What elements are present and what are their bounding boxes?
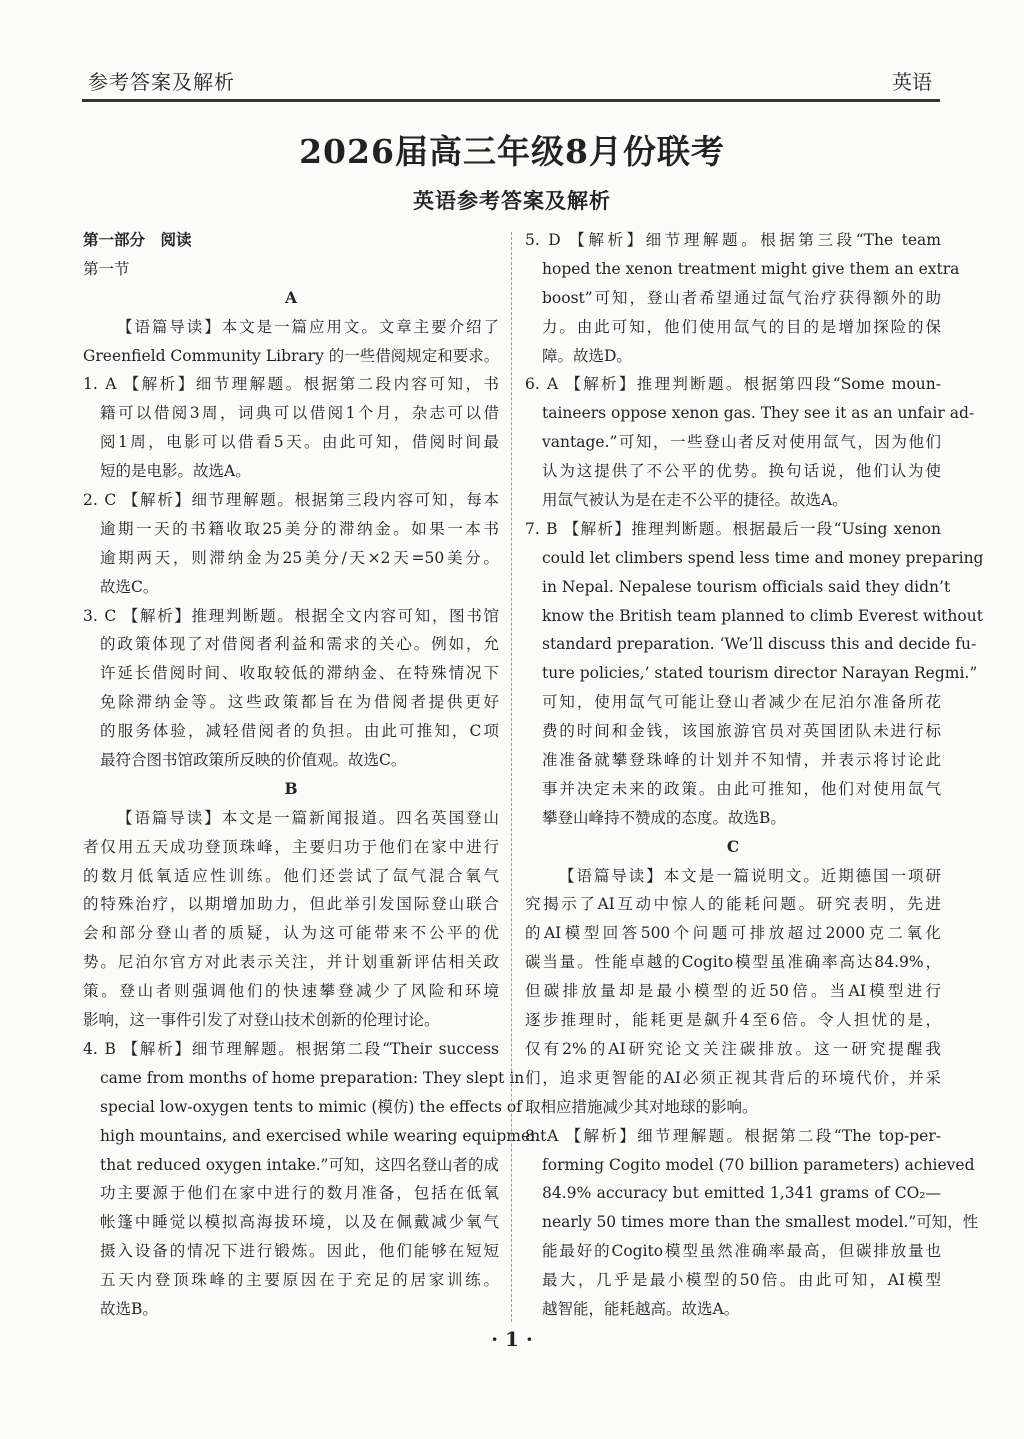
- text-line: 阅1周，电影可以借看5天。由此可知，借阅时间最: [100, 433, 499, 452]
- right-column: [525, 226, 984, 1324]
- section-letter: [83, 284, 499, 313]
- text-line: nearly 50 times more than the smallest model.”可知，性: [542, 1213, 979, 1232]
- text-line: 准准备就攀登珠峰的计划并不知情，并表示将讨论此: [542, 751, 941, 770]
- text-line: came from months of home preparation: They slept in: [100, 1068, 525, 1087]
- column-divider: [511, 232, 512, 1322]
- text-line: 4. B 【解析】细节理解题。根据第二段“Their success: [83, 1039, 499, 1058]
- text-line: 故选C。: [100, 577, 159, 596]
- text-line: 能最好的Cogito模型虽然准确率最高，但碳排放量也: [542, 1242, 941, 1261]
- text-line: 的服务体验，减轻借阅者的负担。由此可推知，C项: [100, 722, 499, 741]
- text-line: 们，追求更智能的AI必须正视其背后的环境代价，并采: [525, 1068, 941, 1087]
- text-line: forming Cogito model (70 billion parameters) achieved: [542, 1155, 975, 1174]
- text-line: 者仅用五天成功登顶珠峰，主要归功于他们在家中进行: [83, 837, 499, 856]
- text-line: that reduced oxygen intake.”可知，这四名登山者的成: [100, 1155, 499, 1174]
- header-section-title: 参考答案及解析: [88, 70, 235, 94]
- text-line: 许延长借阅时间、收取较低的滞纳金、在特殊情况下: [100, 664, 499, 683]
- text-line: 【语篇导读】本文是一篇说明文。近期德国一项研: [559, 866, 941, 885]
- text-line: 【语篇导读】本文是一篇应用文。文章主要介绍了: [117, 317, 499, 336]
- answer-item: [83, 486, 499, 602]
- text-line: 五天内登顶珠峰的主要原因在于充足的居家训练。: [100, 1271, 499, 1290]
- text-line: 免除滞纳金等。这些政策都旨在为借阅者提供更好: [100, 693, 499, 712]
- left-column: [83, 226, 547, 1324]
- text-line: 的AI模型回答500个问题可排放超过2000克二氧化: [525, 924, 941, 943]
- text-line: vantage.”可知，一些登山者反对使用氙气，因为他们: [542, 433, 941, 452]
- text-line: 3. C 【解析】推理判断题。根据全文内容可知，图书馆: [83, 606, 499, 625]
- text-line: 影响，这一事件引发了对登山技术创新的伦理讨论。: [83, 1011, 440, 1030]
- text-line: 势。尼泊尔官方对此表示关注，并计划重新评估相关政: [83, 953, 499, 972]
- text-line: 第一部分 阅读: [83, 230, 192, 249]
- text-line: 逾期一天的书籍收取25美分的滞纳金。如果一本书: [100, 519, 499, 538]
- text-line: 2. C 【解析】细节理解题。根据第三段内容可知，每本: [83, 491, 499, 510]
- text-line: 越智能，能耗越高。故选A。: [542, 1299, 740, 1318]
- answer-item: [83, 602, 499, 775]
- text-line: 的特殊治疗，以期增加助力，但此举引发国际登山联合: [83, 895, 499, 914]
- text-line: 最符合图书馆政策所反映的价值观。故选C。: [100, 751, 407, 770]
- text-line: high mountains, and exercised while wearing equipment: [100, 1126, 547, 1145]
- text-line: 碳当量。性能卓越的Cogito模型虽准确率高达84.9%，: [525, 953, 941, 972]
- section-heading: [83, 255, 499, 284]
- text-line: 逐步推理时，能耗更是飙升4至6倍。令人担忧的是，: [525, 1011, 941, 1030]
- text-line: could let climbers spend less time and money preparing: [542, 548, 984, 567]
- page-title: 2026届高三年级8月份联考: [299, 132, 725, 171]
- text-line: 费的时间和金钱，该国旅游官员对英国团队未进行标: [542, 722, 941, 741]
- text-line: 究揭示了AI互动中惊人的能耗问题。研究表明，先进: [525, 895, 941, 914]
- text-line: 的政策体现了对借阅者利益和需求的关心。例如，允: [100, 635, 499, 654]
- text-line: 障。故选D。: [542, 346, 632, 365]
- page-number: · 1 ·: [491, 1327, 533, 1351]
- text-line: boost”可知，登山者希望通过氙气治疗获得额外的助: [542, 288, 941, 307]
- text-line: 策。登山者则强调他们的快速攀登减少了风险和环境: [83, 982, 499, 1001]
- answer-item: [525, 515, 984, 833]
- text-line: 1. A 【解析】细节理解题。根据第二段内容可知，书: [83, 375, 499, 394]
- page-subtitle: 英语参考答案及解析: [413, 188, 611, 213]
- text-line: 【语篇导读】本文是一篇新闻报道。四名英国登山: [117, 808, 499, 827]
- text-line: 最大，几乎是最小模型的50倍。由此可知，AI模型: [542, 1271, 941, 1290]
- text-line: 事并决定未来的政策。由此可推知，他们对使用氙气: [542, 779, 941, 798]
- answer-item: [83, 370, 499, 486]
- section-heading: [83, 226, 499, 255]
- text-line: 可知，使用氙气可能让登山者减少在尼泊尔准备所花: [542, 693, 941, 712]
- text-line: 但碳排放量却是最小模型的近50倍。当AI模型进行: [525, 982, 941, 1001]
- text-line: 籍可以借阅3周，词典可以借阅1个月，杂志可以借: [100, 404, 499, 423]
- passage-intro: [525, 862, 941, 1122]
- text-line: in Nepal. Nepalese tourism officials said they didn’t: [542, 577, 951, 596]
- header-rule: [82, 99, 940, 102]
- text-line: 第一节: [83, 259, 130, 278]
- text-line: 的数月低氧适应性训练。他们还尝试了氙气混合氧气: [83, 866, 499, 885]
- text-line: 功主要源于他们在家中进行的数月准备，包括在低氧: [100, 1184, 499, 1203]
- text-line: special low-oxygen tents to mimic (模仿) the effects of: [100, 1097, 522, 1116]
- answer-item: [525, 370, 975, 514]
- text-line: ture policies,’ stated tourism director Narayan Regmi.”: [542, 664, 978, 683]
- text-line: 逾期两天，则滞纳金为25美分/天×2天=50美分。: [100, 548, 499, 567]
- text-line: know the British team planned to climb Everest without: [542, 606, 983, 625]
- answer-item: [83, 1035, 547, 1324]
- text-line: 用氙气被认为是在走不公平的捷径。故选A。: [542, 491, 848, 510]
- answer-item: [525, 226, 960, 370]
- text-line: Greenfield Community Library 的一些借阅规定和要求。: [83, 346, 500, 365]
- text-line: 短的是电影。故选A。: [100, 462, 251, 481]
- text-line: 84.9% accuracy but emitted 1,341 grams of CO₂—: [542, 1184, 941, 1203]
- text-line: 6. A 【解析】推理判断题。根据第四段“Some moun-: [525, 375, 941, 394]
- text-line: 仅有2%的AI研究论文关注碳排放。这一研究提醒我: [525, 1039, 941, 1058]
- text-line: A: [284, 287, 298, 307]
- text-line: 故选B。: [100, 1299, 158, 1318]
- section-letter: [83, 775, 499, 804]
- text-line: 5. D 【解析】细节理解题。根据第三段“The team: [525, 231, 941, 249]
- passage-intro: [83, 313, 499, 371]
- text-line: 8. A 【解析】细节理解题。根据第二段“The top-per-: [525, 1126, 941, 1145]
- passage-intro: [83, 804, 499, 1035]
- text-line: 帐篷中睡觉以模拟高海拔环境，以及在佩戴减少氧气: [100, 1213, 499, 1232]
- text-line: 取相应措施减少其对地球的影响。: [525, 1097, 758, 1116]
- text-line: C: [726, 836, 740, 856]
- text-line: hoped the xenon treatment might give them an extra: [542, 259, 960, 278]
- text-line: 攀登山峰持不赞成的态度。故选B。: [542, 808, 786, 827]
- text-line: 力。由此可知，他们使用氙气的目的是增加探险的保: [542, 317, 941, 336]
- answer-item: [525, 1122, 979, 1324]
- header-subject: 英语: [892, 70, 932, 94]
- text-line: 认为这提供了不公平的优势。换句话说，他们认为使: [542, 462, 941, 481]
- section-letter: [525, 833, 941, 862]
- text-line: 会和部分登山者的质疑，认为这可能带来不公平的优: [83, 924, 499, 943]
- text-line: B: [284, 778, 298, 798]
- text-line: taineers oppose xenon gas. They see it as an unfair ad-: [542, 404, 975, 423]
- text-line: standard preparation. ‘We’ll discuss this and decide fu-: [542, 635, 977, 654]
- text-line: 摄入设备的情况下进行锻炼。因此，他们能够在短短: [100, 1242, 499, 1261]
- text-line: 7. B 【解析】推理判断题。根据最后一段“Using xenon: [525, 519, 941, 538]
